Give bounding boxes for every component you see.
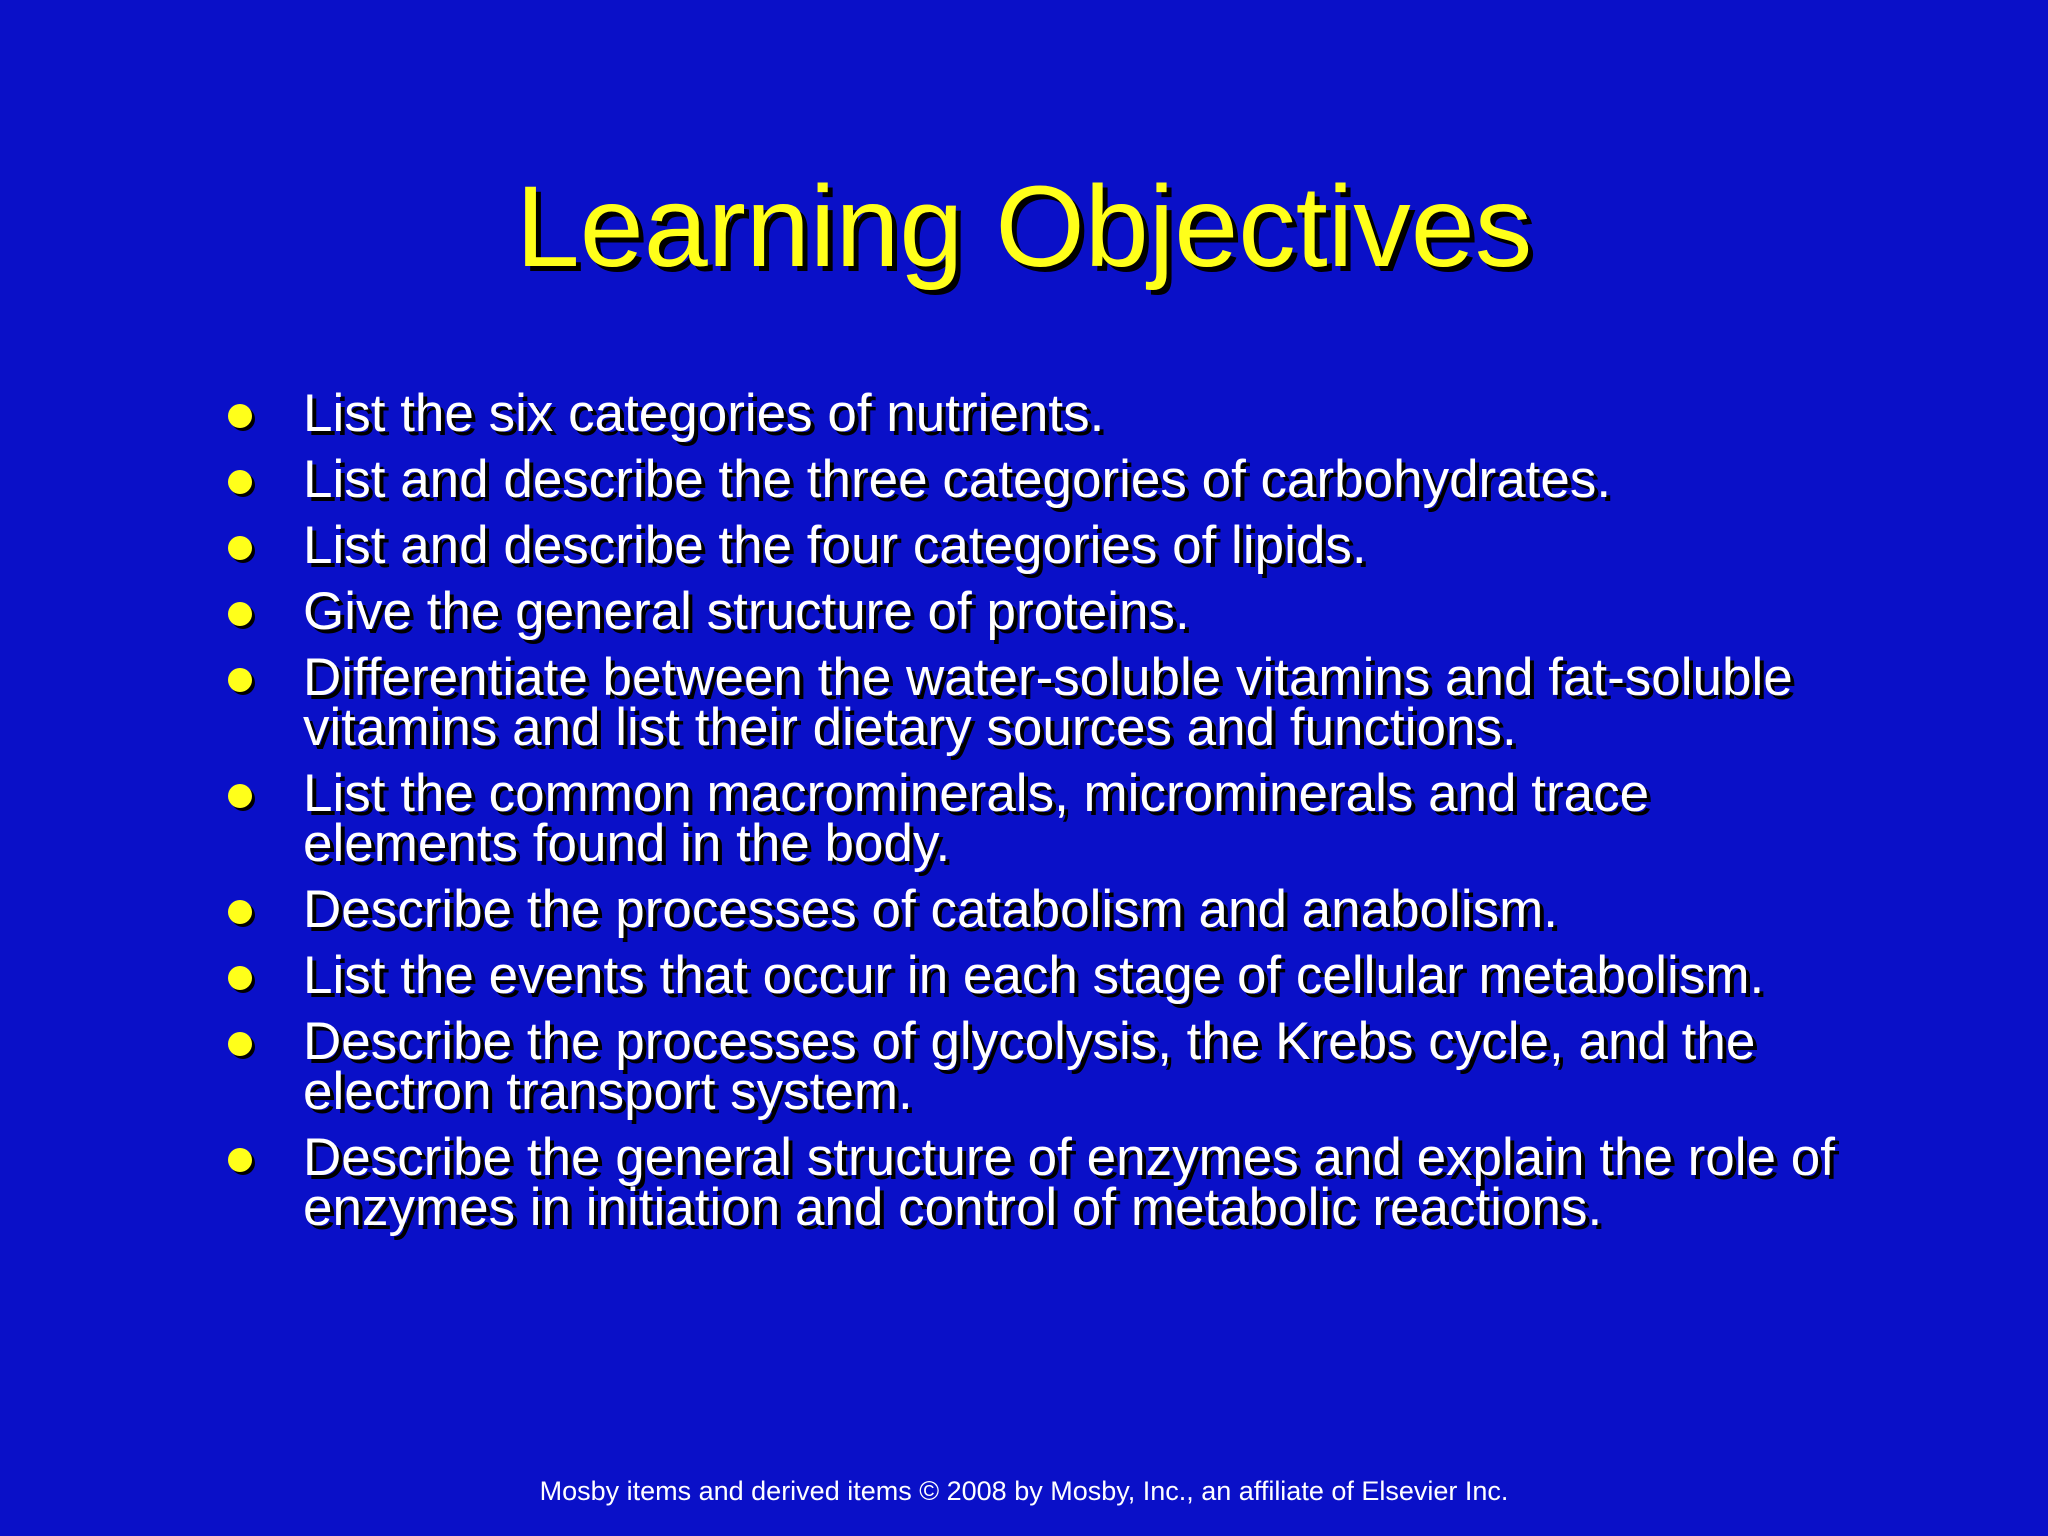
objective-text: List and describe the four categories of lipids. xyxy=(303,516,1367,575)
list-item xyxy=(218,1128,1858,1237)
list-item xyxy=(218,648,1858,757)
objective-text: Describe the processes of glycolysis, the Krebs cycle, and the electron transport system. xyxy=(303,1012,1756,1121)
objective-text: Describe the general structure of enzymes and explain the role of enzymes in initiation and control of metabolic reactions. xyxy=(303,1128,1835,1237)
bullet-icon xyxy=(228,900,252,924)
bullet-icon xyxy=(228,536,252,560)
bullet-icon xyxy=(228,668,252,692)
objective-text: List the events that occur in each stage of cellular metabolism. xyxy=(303,946,1765,1005)
list-item xyxy=(218,450,1858,509)
list-item xyxy=(218,516,1858,575)
bullet-icon xyxy=(228,966,252,990)
list-item xyxy=(218,946,1858,1005)
objective-text: Describe the processes of catabolism and anabolism. xyxy=(303,880,1558,939)
bullet-icon xyxy=(228,470,252,494)
bullet-icon xyxy=(228,404,252,428)
list-item xyxy=(218,880,1858,939)
bullet-icon xyxy=(228,602,252,626)
objectives-list xyxy=(218,384,1858,1249)
slide-title: Learning Objectives xyxy=(515,163,1533,291)
objective-text: Differentiate between the water-soluble vitamins and fat-soluble vitamins and list their dietary sources and functions. xyxy=(303,648,1793,757)
bullet-icon xyxy=(228,1148,252,1172)
list-item xyxy=(218,384,1858,443)
list-item xyxy=(218,1012,1858,1121)
objective-text: Give the general structure of proteins. xyxy=(303,582,1190,641)
objective-text: List and describe the three categories of carbohydrates. xyxy=(303,450,1612,509)
list-item xyxy=(218,764,1858,873)
objective-text: List the six categories of nutrients. xyxy=(303,384,1105,443)
copyright-footer: Mosby items and derived items © 2008 by Mosby, Inc., an affiliate of Elsevier Inc. xyxy=(539,1476,1509,1506)
bullet-icon xyxy=(228,784,252,808)
list-item xyxy=(218,582,1858,641)
bullet-icon xyxy=(228,1032,252,1056)
objective-text: List the common macrominerals, microminerals and trace elements found in the body. xyxy=(303,764,1650,873)
